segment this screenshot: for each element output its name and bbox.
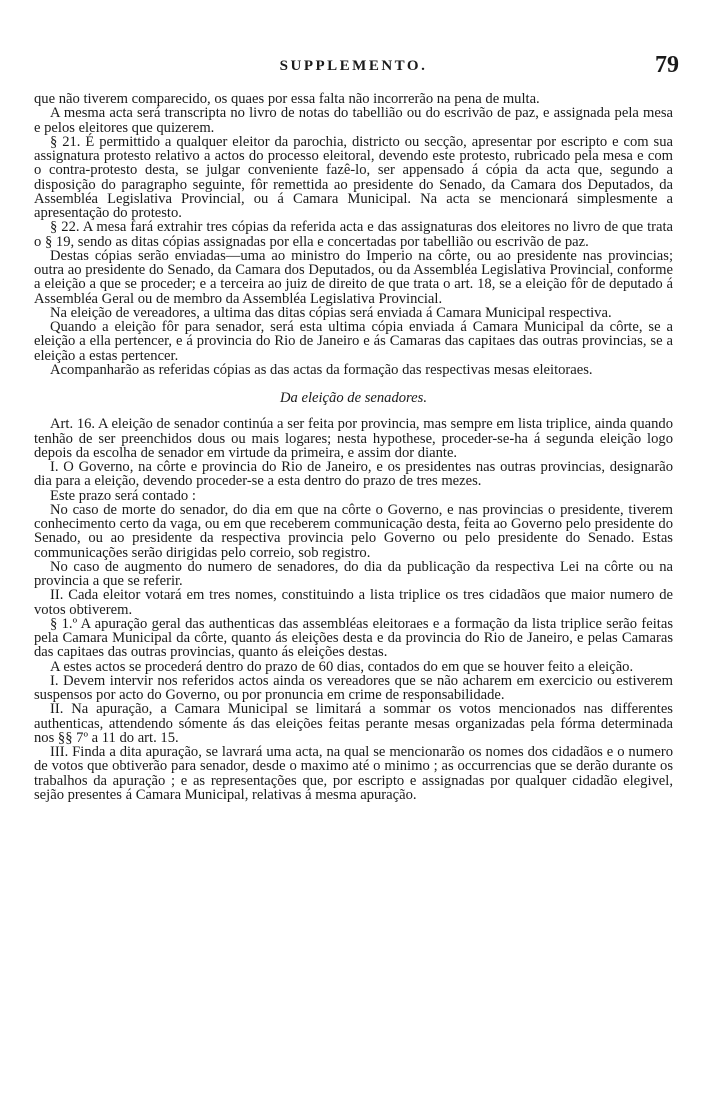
running-title: SUPPLEMENTO.: [279, 58, 428, 74]
paragraph: I. Devem intervir nos referidos actos ainda os vereadores que se não acharem em exercicio ou estiverem suspensos por acto do Governo, ou por pronuncia em crime de responsabilidade.: [34, 672, 673, 703]
paragraph: Este prazo será contado :: [50, 487, 196, 504]
paragraph: Art. 16. A eleição de senador continúa a ser feita por provincia, mas sempre em lista triplice, ainda quando tenhão de ser preenchidos dous ou mais logares; nesta hypothese, proceder-se-ha á segunda eleição logo depois da escolha de senador em virtude da primeira, e assim dor diante.: [34, 416, 673, 461]
paragraph: I. O Governo, na côrte e provincia do Rio de Janeiro, e os presidentes nas outras provincias, designarão dia para a eleição, devendo proceder-se a esta dentro do prazo de tres mezes.: [34, 459, 673, 490]
paragraph: A estes actos se procederá dentro do prazo de 60 dias, contados do em que se houver feito a eleição.: [50, 658, 634, 675]
paragraph: Quando a eleição fôr para senador, será esta ultima cópia enviada á Camara Municipal da côrte, se a eleição a ella pertencer, e á provincia do Rio de Janeiro e ás Camaras das capitaes das outras provincias, se a eleição a estas pertencer.: [34, 319, 673, 364]
section-title: Da eleição de senadores.: [280, 390, 427, 406]
paragraph: No caso de morte do senador, do dia em que na côrte o Governo, e nas provincias o presidente, tiverem conhecimento certo da vaga, ou em que receberem communicação desta, feita ao Governo pelo presidente do Senado, ou ao presidente da respectiva provincia pelo Governo ou pelo presidente do Senado. Estas communicações serão dirigidas pelo correio, sob registro.: [34, 501, 673, 561]
paragraph: Destas cópias serão enviadas—uma ao ministro do Imperio na côrte, ou ao presidente nas provincias; outra ao presidente do Senado, da Camara dos Deputados, ou da Assembléa Legislativa Provincial, conforme a eleição a que se proceder; e a terceira ao juiz de direito de que trata o art. 18, se a eleição fôr de deputado á Assembléa Geral ou de membro da Assembléa Legislativa Provincial.: [34, 247, 673, 307]
paragraph: II. Na apuração, a Camara Municipal se limitará a sommar os votos mencionados nas differentes authenticas, attendendo sómente ás das eleições feitas perante mesas organizadas pela fórma determinada nos §§ 7º a 11 do art. 15.: [34, 701, 673, 746]
paragraph: Acompanharão as referidas cópias as das actas da formação das respectivas mesas eleitoraes.: [50, 361, 593, 378]
paragraph: que não tiverem comparecido, os quaes por essa falta não incorrerão na pena de multa.: [34, 91, 540, 107]
paragraph: II. Cada eleitor votará em tres nomes, constituindo a lista triplice os tres cidadãos que maior numero de votos obtiverem.: [34, 587, 673, 618]
paragraph: § 21. É permittido a qualquer eleitor da parochia, districto ou secção, apresentar por escripto e com sua assignatura protesto relativo a actos do processo eleitoral, devendo este protesto, rubricado pela mesa e com o contra-protesto desta, se julgar conveniente fazê-lo, ser appensado á cópia da acta que, segundo a disposição do paragrapho seguinte, fôr remettida ao presidente do Senado, da Camara dos Deputados, da Assembléa Legislativa Provincial, ou á Camara Municipal. Na acta se mencionará simplesmente a apresentação do protesto.: [34, 133, 673, 221]
body-text: [34, 92, 673, 802]
paragraph: No caso de augmento do numero de senadores, do dia da publicação da respectiva Lei na côrte ou na provincia a que se referir.: [34, 558, 673, 589]
page-number: 79: [655, 52, 679, 78]
paragraph: § 1.º A apuração geral das authenticas das assembléas eleitoraes e a formação da lista triplice serão feitas pela Camara Municipal da côrte, quanto ás eleições desta e da provincia do Rio de Janeiro, e pelas Camaras das capitaes das outras provincias, quanto ás eleições destas.: [34, 615, 673, 661]
paragraph: III. Finda a dita apuração, se lavrará uma acta, na qual se mencionarão os nomes dos cidadãos e o numero de votos que obtiverão para senador, desde o maximo até o minimo ; as occurrencias que se derão durante os trabalhos da apuração ; e as representações que, por escripto e assignadas por qualquer cidadão elegivel, sejão presentes á Camara Municipal, relativas á mesma apuração.: [34, 744, 673, 803]
paragraph: Na eleição de vereadores, a ultima das ditas cópias será enviada á Camara Municipal respectiva.: [50, 304, 612, 321]
page-header: [34, 52, 679, 92]
paragraph: A mesma acta será transcripta no livro de notas do tabellião ou do escrivão de paz, e assignada pela mesa e pelos eleitores que quizerem.: [34, 105, 673, 136]
paragraph: § 22. A mesa fará extrahir tres cópias da referida acta e das assignaturas dos eleitores no livro de que trata o § 19, sendo as ditas cópias assignadas por ella e concertadas por tabellião ou escrivão de paz.: [34, 219, 673, 250]
